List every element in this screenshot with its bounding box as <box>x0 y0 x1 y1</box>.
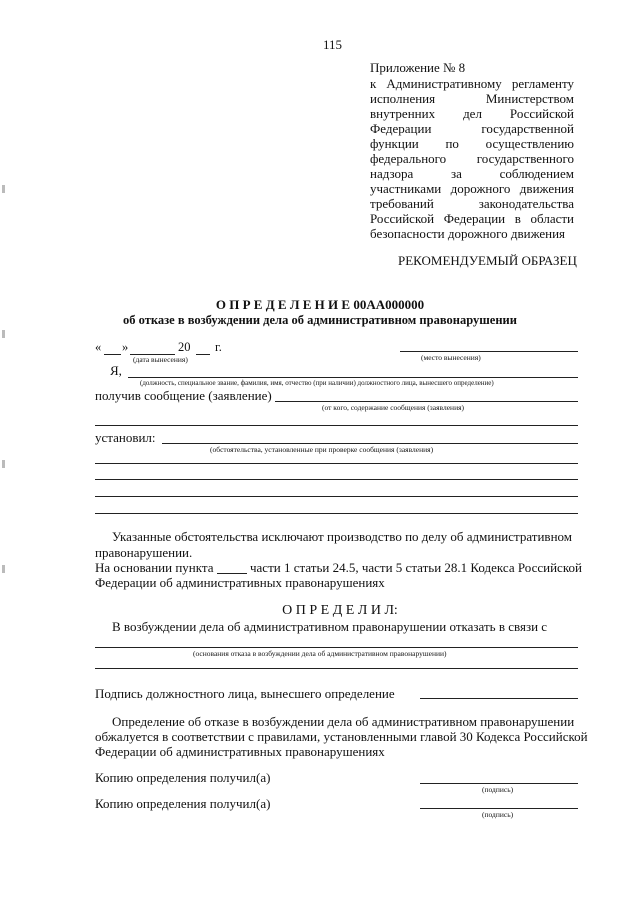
refuse-field-line2[interactable] <box>95 668 578 669</box>
appendix-block <box>370 76 574 241</box>
copy-signature-field[interactable] <box>420 808 578 809</box>
message-field[interactable] <box>275 401 578 402</box>
date-year-prefix: 20 <box>178 340 191 354</box>
appendix-line: Российской Федерации в области <box>370 211 574 226</box>
paragraph-circumstances-end: правонарушении. <box>95 545 193 560</box>
decided-title: О П Р Е Д Е Л И Л: <box>282 603 398 618</box>
sample-label: РЕКОМЕНДУЕМЫЙ ОБРАЗЕЦ <box>398 253 577 268</box>
scan-edge-mark <box>2 565 5 573</box>
appendix-line: внутренних дел Российской <box>370 106 574 121</box>
established-field-line5[interactable] <box>95 513 578 514</box>
appendix-line: участниками дорожного движения <box>370 181 574 196</box>
official-field[interactable] <box>128 377 578 378</box>
established-field-line4[interactable] <box>95 496 578 497</box>
appendix-line: к Административному регламенту <box>370 76 574 91</box>
refuse-text: В возбуждении дела об административном правонарушении отказать в связи с <box>112 619 548 634</box>
copy-signature-caption: (подпись) <box>482 785 514 794</box>
appeal-text <box>95 714 588 759</box>
paragraph-circumstances: Указанные обстоятельства исключают производство по делу об административном <box>112 529 573 544</box>
basis-line2: Федерации об административных правонарушениях <box>95 575 385 590</box>
appendix-line: надзора за соблюдением <box>370 166 574 181</box>
place-caption: (место вынесения) <box>421 353 481 362</box>
date-day-field[interactable] <box>104 354 121 355</box>
signature-label: Подпись должностного лица, вынесшего определение <box>95 686 395 701</box>
appendix-line: Федерации государственной <box>370 121 574 136</box>
established-field-line2[interactable] <box>95 463 578 464</box>
date-year-field[interactable] <box>196 354 210 355</box>
official-caption: (должность, специальное звание, фамилия, имя, отчество (при наличии) должностного лица, вынесшего определение) <box>140 379 494 387</box>
scan-edge-mark <box>2 185 5 193</box>
copy-signature-caption: (подпись) <box>482 810 514 819</box>
copy-received-label: Копию определения получил(а) <box>95 796 271 811</box>
message-field-line2[interactable] <box>95 425 578 426</box>
appendix-line: функции по осуществлению <box>370 136 574 151</box>
refuse-field[interactable] <box>95 647 578 648</box>
place-field[interactable] <box>400 351 578 352</box>
i-label: Я, <box>110 363 122 378</box>
scan-edge-mark <box>2 460 5 468</box>
doc-subtitle: об отказе в возбуждении дела об административном правонарушении <box>123 313 517 327</box>
message-caption: (от кого, содержание сообщения (заявления) <box>322 403 465 412</box>
copy-received-label: Копию определения получил(а) <box>95 770 271 785</box>
established-field-line3[interactable] <box>95 479 578 480</box>
appendix-line: исполнения Министерством <box>370 91 574 106</box>
appeal-line: Определение об отказе в возбуждении дела об административном правонарушении <box>112 714 575 729</box>
basis-suffix: части 1 статьи 24.5, части 5 статьи 28.1 Кодекса Российской <box>250 560 582 575</box>
date-close-quote: » <box>122 340 129 354</box>
date-open-quote: « <box>95 340 102 354</box>
basis-point-field[interactable] <box>217 573 247 574</box>
signature-field[interactable] <box>420 698 578 699</box>
copy-signature-field[interactable] <box>420 783 578 784</box>
appendix-line: федерального государственного <box>370 151 574 166</box>
appendix-title: Приложение № 8 <box>370 60 466 75</box>
refuse-caption: (основания отказа в возбуждении дела об административном правонарушении) <box>193 649 447 658</box>
established-label: установил: <box>95 430 156 445</box>
appeal-line: Федерации об административных правонарушениях <box>95 744 385 759</box>
date-year-suffix: г. <box>215 340 222 354</box>
appeal-line: обжалуется в соответствии с правилами, установленными главой 30 Кодекса Российской <box>95 729 588 744</box>
date-caption: (дата вынесения) <box>133 355 188 364</box>
appendix-line: требований законодательства <box>370 196 574 211</box>
appendix-line: безопасности дорожного движения <box>370 226 566 241</box>
basis-prefix: На основании пункта <box>95 560 214 575</box>
doc-title: О П Р Е Д Е Л Е Н И Е 00АА000000 <box>215 297 425 312</box>
established-field[interactable] <box>162 443 578 444</box>
established-caption: (обстоятельства, установленные при проверке сообщения (заявления) <box>210 445 434 454</box>
scan-edge-mark <box>2 330 5 338</box>
page-number: 115 <box>323 37 343 52</box>
message-label: получив сообщение (заявление) <box>95 388 272 403</box>
